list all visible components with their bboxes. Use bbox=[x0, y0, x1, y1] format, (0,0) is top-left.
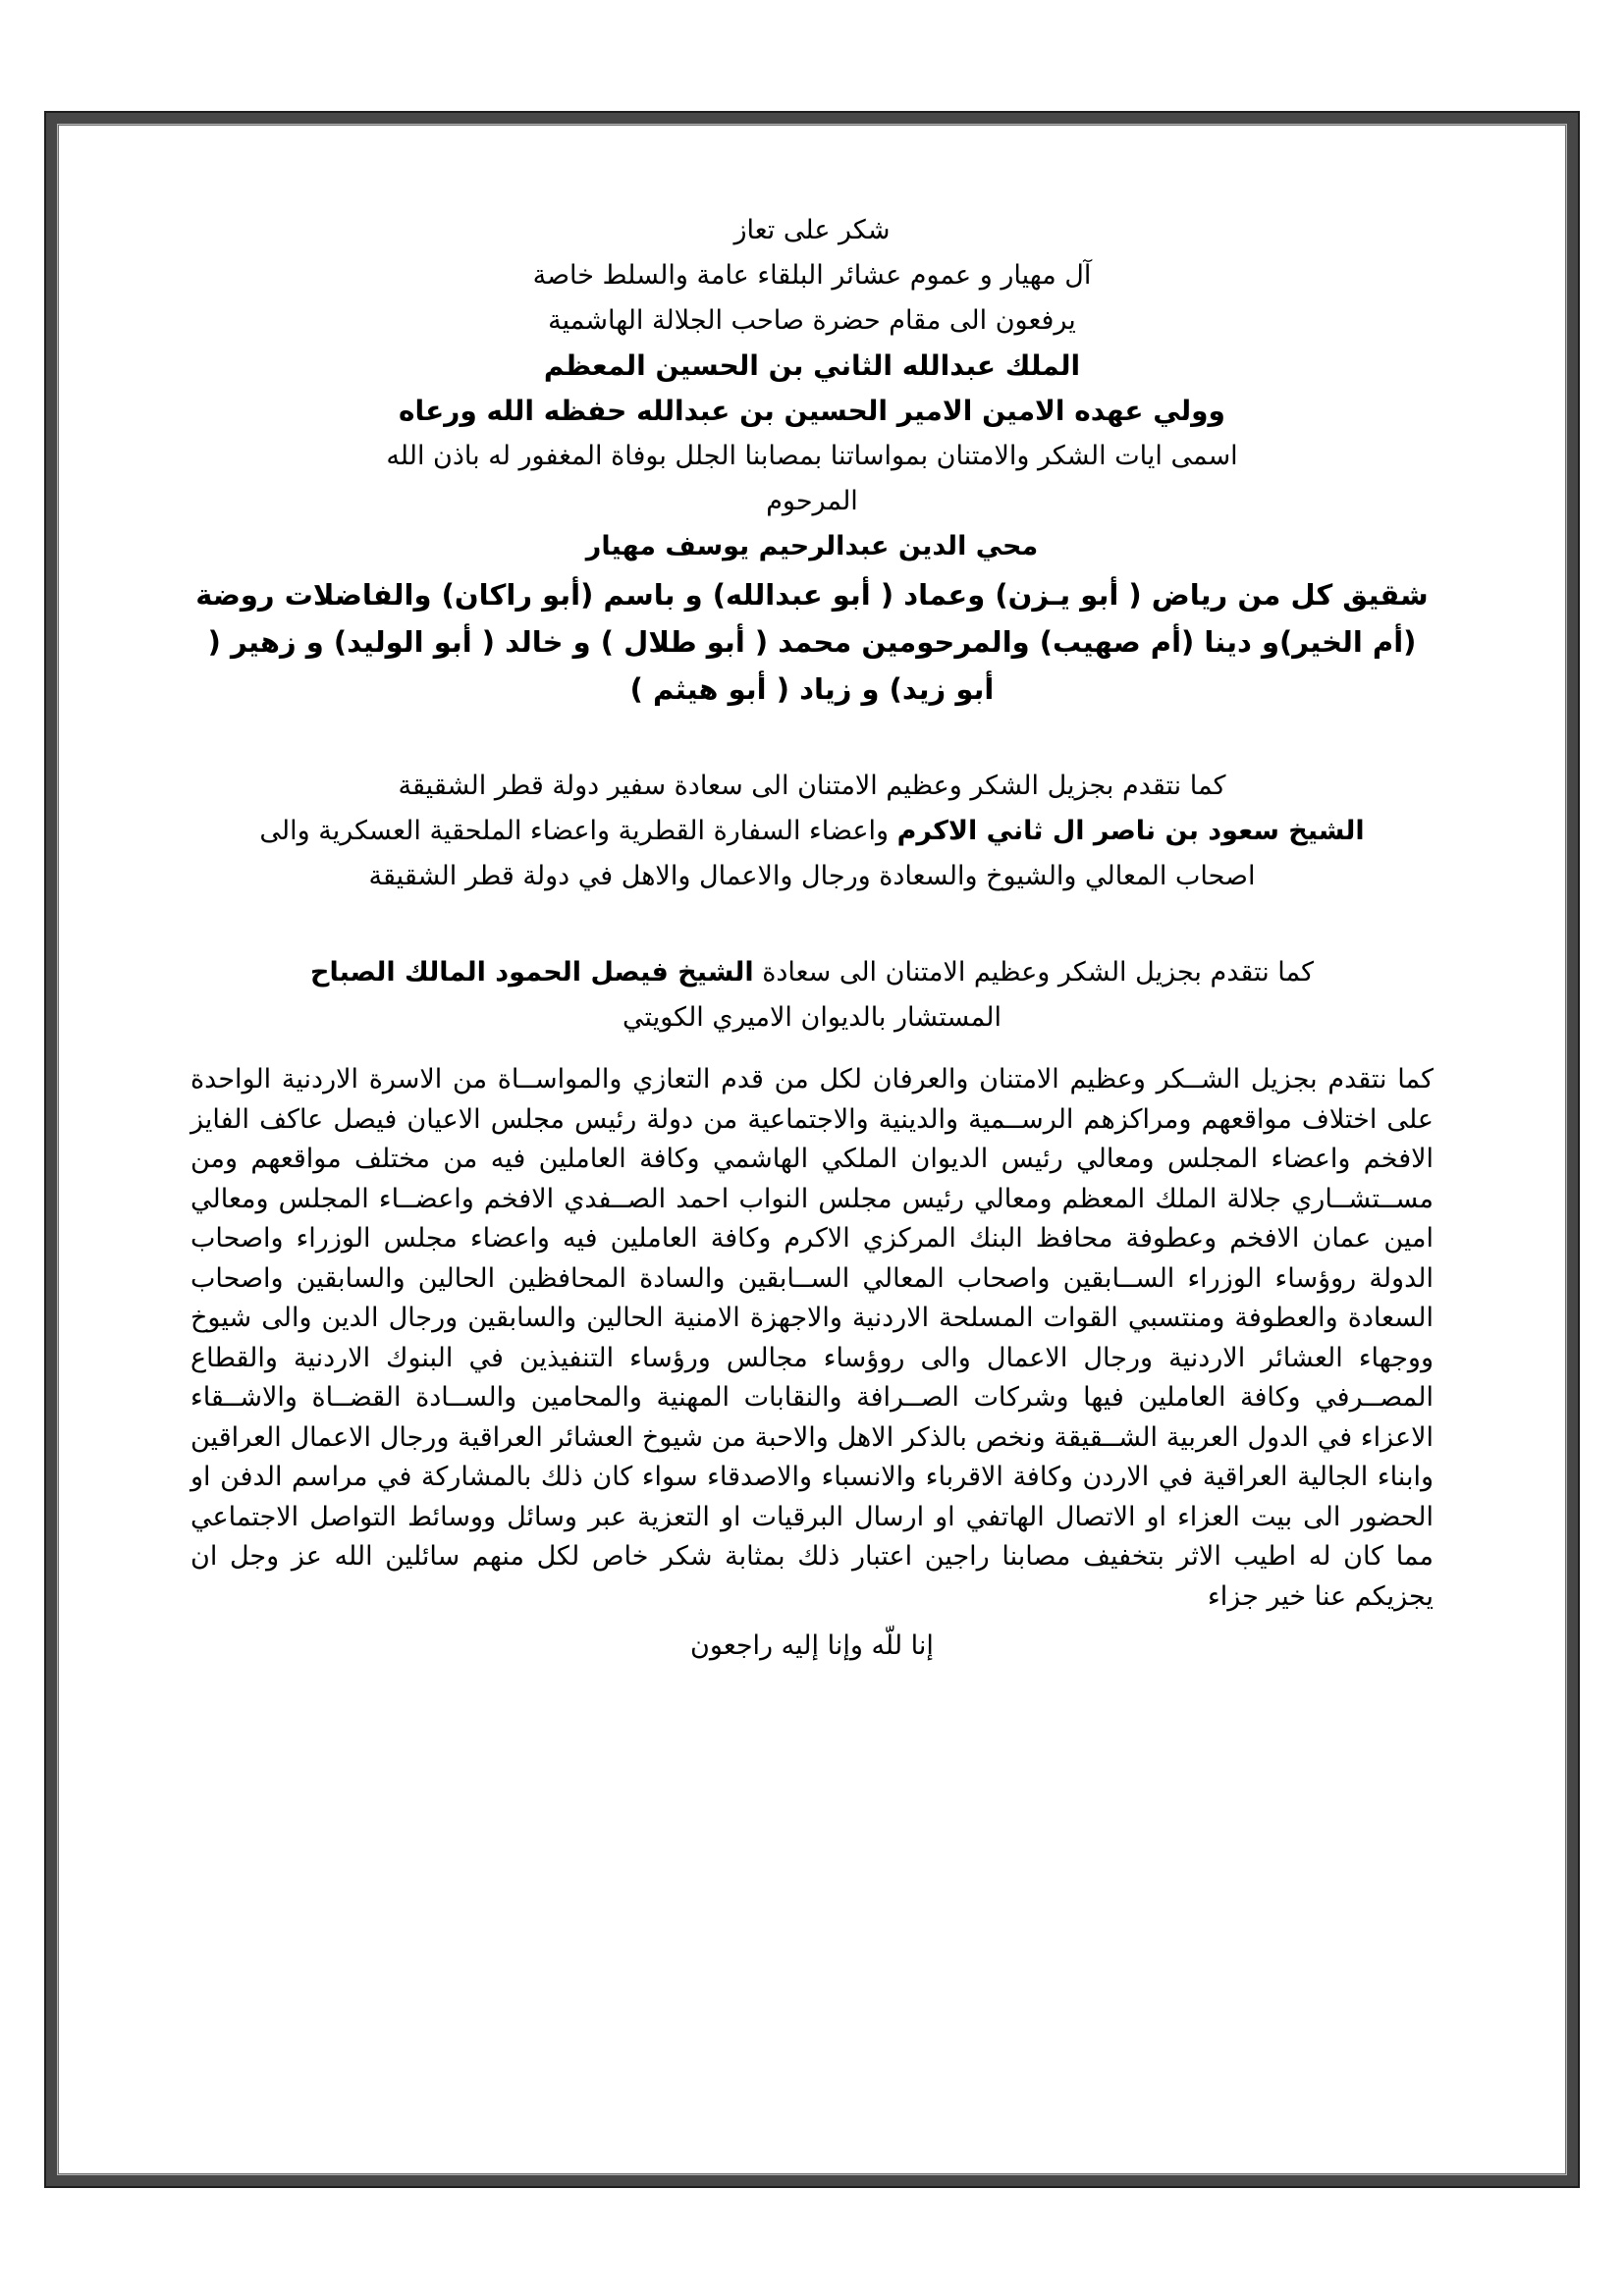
deceased-label: المرحوم bbox=[766, 486, 858, 516]
kuwait-thanks-prefix: كما نتقدم بجزيل الشكر وعظيم الامتنان الى سعادة bbox=[753, 957, 1314, 988]
kuwait-thanks-line bbox=[190, 950, 1434, 995]
opening-line-address: يرفعون الى مقام حضرة صاحب الجلالة الهاشمية bbox=[548, 305, 1076, 336]
siblings-paragraph: شقيق كل من رياض ( أبو يـزن) وعماد ( أبو عبدالله) و باسم (أبو راكان) والفاضلات روضة (أم الخير)و دينا (أم صهيب) والمرحومين محمد ( أبو طلال ) و خالد ( أبو الوليد) و زهير ( أبو زيد) و زياد ( أبو هيثم ) bbox=[195, 578, 1429, 706]
section-gap bbox=[190, 1041, 1434, 1060]
section-gap bbox=[190, 713, 1434, 764]
page-frame-border bbox=[46, 113, 1578, 2186]
gratitude-line: اسمى ايات الشكر والامتنان بمواساتنا بمصابنا الجلل بوفاة المغفور له باذن الله bbox=[386, 441, 1238, 471]
king-title-line: الملك عبدالله الثاني بن الحسين المعظم bbox=[543, 349, 1081, 382]
deceased-name: محي الدين عبدالرحيم يوسف مهيار bbox=[585, 531, 1039, 561]
crown-prince-line: وولي عهده الامين الامير الحسين بن عبدالله حفظه الله ورعاه bbox=[399, 395, 1225, 427]
qatar-thanks-line-3: اصحاب المعالي والشيوخ والسعادة ورجال والاعمال والاهل في دولة قطر الشقيقة bbox=[368, 861, 1256, 891]
opening-line-family: آل مهيار و عموم عشائر البلقاء عامة والسلط خاصة bbox=[532, 260, 1092, 291]
kuwait-sheikh-role: المستشار بالديوان الاميري الكويتي bbox=[623, 1002, 1001, 1033]
qatar-line-2-rest: واعضاء السفارة القطرية واعضاء الملحقية العسكرية والى bbox=[259, 816, 897, 846]
qatar-ambassador-name: الشيخ سعود بن ناصر ال ثاني الاكرم bbox=[896, 816, 1365, 846]
qatar-thanks-line-1: كما نتقدم بجزيل الشكر وعظيم الامتنان الى سعادة سفير دولة قطر الشقيقة bbox=[398, 771, 1226, 801]
general-thanks-paragraph: كما نتقدم بجزيل الشــكر وعظيم الامتنان والعرفان لكل من قدم التعازي والمواســاة من الاسرة الاردنية الواحدة على اختلاف مواقعهم ومراكزهم الرســمية والدينية والاجتماعية من دولة رئيس مجلس الاعيان فيصل عاكف الفايز الافخم واعضاء المجلس ومعالي رئيس الديوان الملكي الهاشمي وكافة العاملين فيه من مختلف مواقعهم ومن مســتشــاري جلالة الملك المعظم ومعالي رئيس مجلس النواب احمد الصــفدي الافخم واعضــاء المجلس ومعالي امين عمان الافخم وعطوفة محافظ البنك المركزي الاكرم وكافة العاملين فيه واعضاء مجلس الوزراء واصحاب الدولة روؤساء الوزراء الســابقين واصحاب المعالي الســابقين والسادة المحافظين الحالين والسابقين واصحاب السعادة والعطوفة ومنتسبي القوات المسلحة الاردنية والاجهزة الامنية الحالين والسابقين ورجال الدين والى شيوخ ووجهاء العشائر الاردنية ورجال الاعمال والى روؤساء مجالس ورؤساء التنفيذين في البنوك الاردنية والقطاع المصــرفي وكافة العاملين فيها وشركات الصــرافة والنقابات المهنية والمحامين والســادة القضــاة والاشــقاء الاعزاء في الدول العربية الشــقيقة ونخص بالذكر الاهل والاحبة من شيوخ العشائر العراقية ورجال الاعمال العراقين وابناء الجالية العراقية في الاردن وكافة الاقرباء والانسباء والاصدقاء سواء كان ذلك بالمشاركة في مراسم الدفن او الحضور الى بيت العزاء او الاتصال الهاتفي او ارسال البرقيات او التعزية عبر وسائل ووسائط التواصل الاجتماعي مما كان له اطيب الاثر بتخفيف مصابنا راجين اعتبار ذلك بمثابة شكر خاص لكل منهم سائلين الله عز وجل ان يجزيكم عنا خير جزاء bbox=[190, 1064, 1434, 1612]
section-gap bbox=[190, 899, 1434, 950]
quranic-closing-line: إنا للّه وإنا إليه راجعون bbox=[690, 1630, 934, 1661]
kuwait-sheikh-name: الشيخ فيصل الحمود المالك الصباح bbox=[309, 957, 754, 988]
page-content bbox=[57, 124, 1567, 2175]
qatar-thanks-line-2 bbox=[190, 809, 1434, 854]
page-title: شكر على تعاز bbox=[733, 215, 891, 245]
